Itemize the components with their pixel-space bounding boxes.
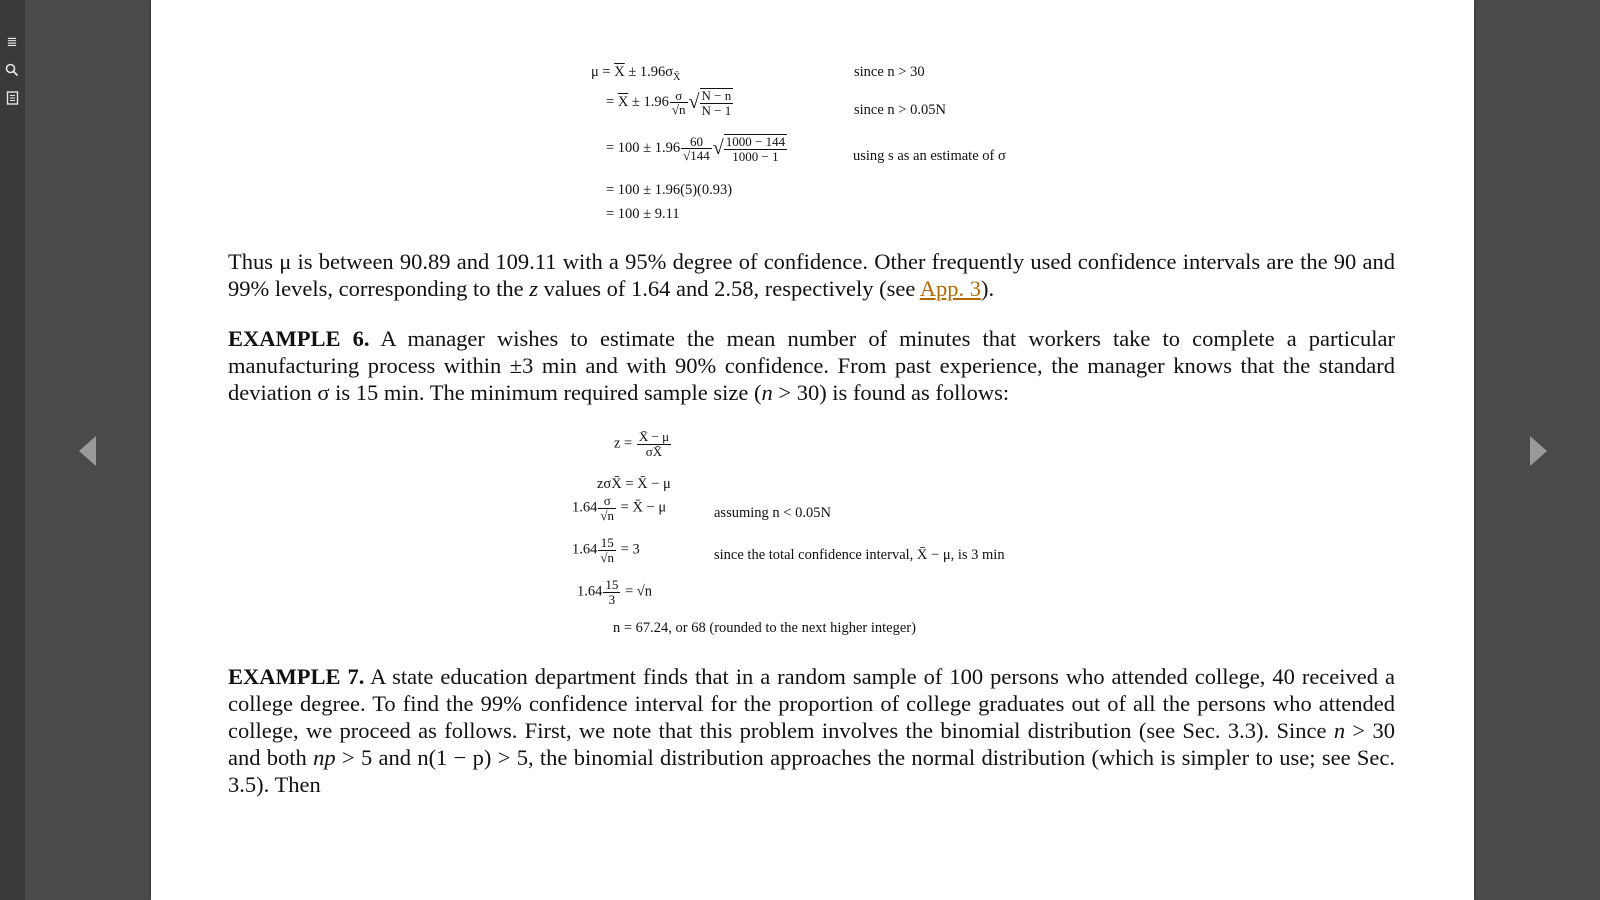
chevron-left-icon[interactable] bbox=[79, 436, 96, 466]
equation-row: z = $\frac{X̄ - \mu}{\sigma X̄}$ bbox=[614, 429, 670, 459]
equation-row: zσX̄ = X̄ − μ bbox=[597, 476, 671, 492]
equation-note: using s as an estimate of σ bbox=[853, 148, 1006, 164]
equation-note: since n > 30 bbox=[854, 64, 925, 80]
equation-row: 1.64 $\frac{15}{√n}$ = 3 bbox=[572, 535, 640, 565]
equation-row: = 100 ± 9.11 bbox=[606, 206, 680, 222]
pages-icon[interactable] bbox=[4, 91, 20, 107]
equation-note: since the total confidence interval, X̄ − μ, is 3 min bbox=[714, 547, 1005, 563]
document-page bbox=[151, 0, 1474, 900]
paragraph: Thus μ is between 90.89 and 109.11 with a 95% degree of confidence. Other frequently used confidence intervals are the 90 and 99% levels, corresponding to the z values of 1.64 and 2.58, respectively (see App. 3). bbox=[228, 249, 1395, 301]
appendix-link[interactable]: App. 3 bbox=[919, 276, 981, 301]
outline-icon[interactable]: ≣ bbox=[6, 35, 18, 50]
equation-note: assuming n < 0.05N bbox=[714, 505, 831, 521]
equation-note: since n > 0.05N bbox=[854, 102, 946, 118]
equation-row: = $\overline{X} \pm 1.96$ $\frac{\sigma}{√n}$ √ $\frac{N - n}{N - 1}$ bbox=[606, 87, 732, 118]
equation-row: 1.64 $\frac{15}{3}$ = √n bbox=[577, 577, 653, 607]
search-icon[interactable] bbox=[4, 63, 20, 79]
chevron-right-icon[interactable] bbox=[1530, 436, 1547, 466]
equation-row: = 100 ± 1.96(5)(0.93) bbox=[606, 182, 733, 198]
paragraph-example-6: EXAMPLE 6. A manager wishes to estimate the mean number of minutes that workers take to complete a particular manufacturing process within ±3 min and with 90% confidence. From past experience, the manager knows that the standard deviation σ is 15 min. The minimum required sample size (n > 30) is found as follows: bbox=[228, 326, 1395, 405]
left-toolbar bbox=[0, 0, 26, 900]
equation-row: n = 67.24, or 68 (rounded to the next higher integer) bbox=[613, 620, 916, 636]
equation-row: $\mu = \overline{X} \pm 1.96\sigma_{X̄}$ bbox=[591, 64, 681, 83]
equation-row: 1.64 $\frac{\sigma}{√n}$ = X̄ − μ bbox=[572, 493, 667, 523]
paragraph-example-7: EXAMPLE 7. A state education department finds that in a random sample of 100 persons who attended college, 40 received a college degree. To find the 99% confidence interval for the proportion of college graduates out of all the persons who attended college, we proceed as follows. First, we note that this problem involves the binomial distribution (see Sec. 3.3). Since n > 30 and both np > 5 and n(1 − p) > 5, the binomial distribution approaches the normal distribution (which is simpler to use; see Sec. 3.5). Then bbox=[228, 664, 1395, 797]
equation-row: = 100 ± 1.96 $\frac{60}{√144}$ √ $\frac{1000 - 144}{1000 - 1}$ bbox=[606, 133, 786, 164]
